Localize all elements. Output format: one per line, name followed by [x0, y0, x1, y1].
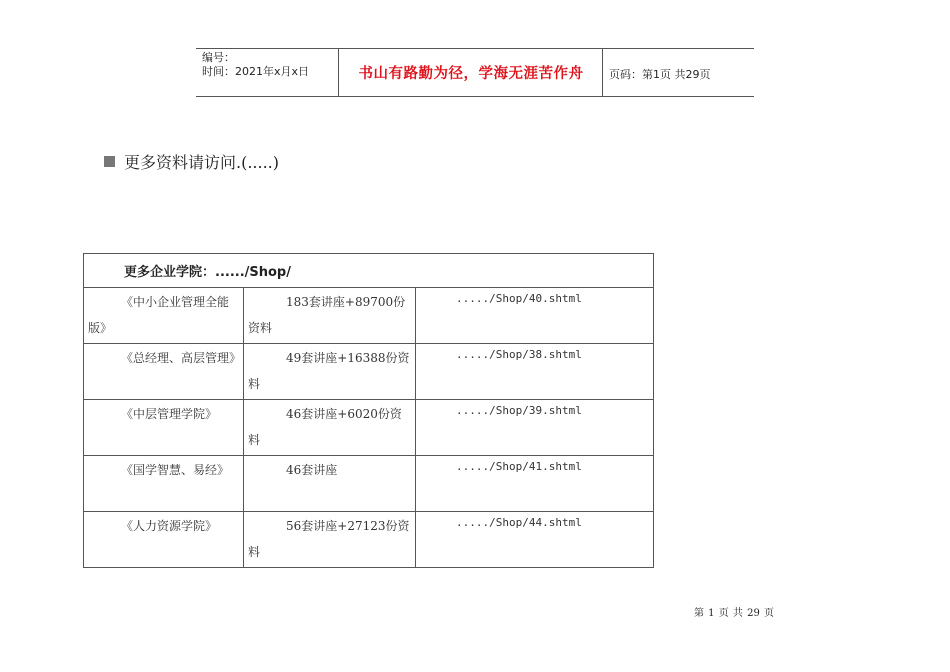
table-row — [84, 400, 654, 456]
course-count: 46套讲座 — [286, 463, 338, 477]
course-url-cell — [416, 512, 654, 568]
course-count: 49套讲座+16388份资料 — [248, 351, 410, 391]
header-page-info: 页码：第1页 共29页 — [609, 68, 711, 81]
course-name-cell — [84, 456, 244, 512]
course-count-cell — [244, 456, 416, 512]
header-divider-right — [602, 48, 603, 96]
course-url-cell — [416, 400, 654, 456]
course-name-cell — [84, 400, 244, 456]
course-name: 《人力资源学院》 — [121, 519, 218, 533]
table-header-cell — [84, 254, 654, 288]
course-url-cell — [416, 456, 654, 512]
table-row — [84, 288, 654, 344]
table-header-row — [84, 254, 654, 288]
header-motto: 书山有路勤为径，学海无涯苦作舟 — [358, 65, 584, 82]
table-row — [84, 456, 654, 512]
course-name-cell — [84, 344, 244, 400]
course-count-cell — [244, 288, 416, 344]
course-url-cell — [416, 288, 654, 344]
course-url-link[interactable]: ...../Shop/40.shtml — [456, 292, 582, 305]
course-url-link[interactable]: ...../Shop/41.shtml — [456, 460, 582, 473]
course-count-cell — [244, 344, 416, 400]
course-count: 183套讲座+89700份资料 — [248, 295, 406, 335]
page-footer: 第 1 页 共 29 页 — [694, 608, 774, 619]
square-bullet-icon — [104, 156, 115, 167]
course-name: 《总经理、高层管理》 — [121, 351, 242, 365]
course-count: 56套讲座+27123份资料 — [248, 519, 410, 559]
header-divider-left — [338, 48, 339, 96]
course-count-cell — [244, 512, 416, 568]
more-info-line — [104, 150, 279, 173]
table-header-text: 更多企业学院：....../Shop/ — [124, 265, 291, 280]
table-row — [84, 512, 654, 568]
course-name: 《中小企业管理全能版》 — [88, 295, 230, 335]
header-bottom-rule — [196, 96, 754, 97]
course-url-cell — [416, 344, 654, 400]
header-time-label: 时间：2021年x月x日 — [202, 65, 310, 78]
course-url-link[interactable]: ...../Shop/39.shtml — [456, 404, 582, 417]
resource-table — [83, 253, 654, 568]
course-url-link[interactable]: ...../Shop/38.shtml — [456, 348, 582, 361]
course-name: 《国学智慧、易经》 — [121, 463, 230, 477]
course-name-cell — [84, 288, 244, 344]
more-info-text: 更多资料请访问.(.....) — [124, 153, 280, 172]
course-name-cell — [84, 512, 244, 568]
course-url-link[interactable]: ...../Shop/44.shtml — [456, 516, 582, 529]
header-meta — [202, 51, 309, 79]
course-name: 《中层管理学院》 — [121, 407, 218, 421]
course-count: 46套讲座+6020份资料 — [248, 407, 402, 447]
header-number-label: 编号： — [202, 51, 235, 64]
table-row — [84, 344, 654, 400]
course-count-cell — [244, 400, 416, 456]
